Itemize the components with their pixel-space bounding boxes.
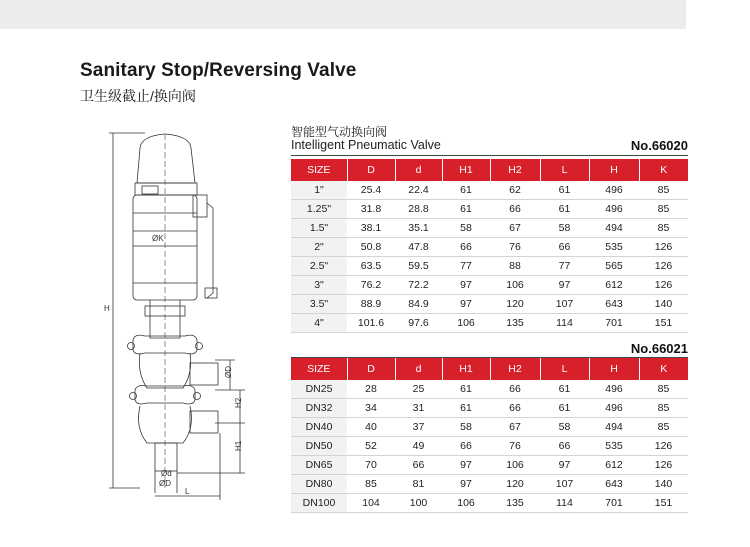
table-body	[291, 181, 688, 333]
value-cell: 100	[395, 494, 442, 513]
valve-technical-drawing	[95, 128, 255, 503]
col-h1: H1	[442, 159, 490, 181]
label-h2: H2	[234, 397, 243, 408]
value-cell: 701	[589, 314, 639, 333]
value-cell: 61	[442, 200, 490, 219]
value-cell: 61	[540, 380, 589, 399]
value-cell: 67	[490, 418, 540, 437]
value-cell: 496	[589, 380, 639, 399]
value-cell: 76	[490, 437, 540, 456]
table-header-row	[291, 159, 688, 181]
value-cell: 76	[490, 238, 540, 257]
table-row	[291, 276, 688, 295]
value-cell: 59.5	[395, 257, 442, 276]
value-cell: 104	[347, 494, 395, 513]
page-title-chinese: 卫生级截止/换向阀	[80, 88, 196, 104]
value-cell: 58	[540, 418, 589, 437]
value-cell: 85	[639, 399, 688, 418]
value-cell: 120	[490, 475, 540, 494]
value-cell: 85	[639, 200, 688, 219]
table-row	[291, 314, 688, 333]
value-cell: 107	[540, 295, 589, 314]
value-cell: 643	[589, 475, 639, 494]
value-cell: 84.9	[395, 295, 442, 314]
value-cell: 38.1	[347, 219, 395, 238]
label-od-inner: Ød	[161, 469, 172, 478]
value-cell: 66	[490, 380, 540, 399]
value-cell: 126	[639, 437, 688, 456]
col-d-outer: D	[347, 159, 395, 181]
value-cell: 643	[589, 295, 639, 314]
size-cell: DN50	[291, 437, 347, 456]
value-cell: 106	[490, 276, 540, 295]
value-cell: 62	[490, 181, 540, 200]
value-cell: 61	[540, 399, 589, 418]
value-cell: 701	[589, 494, 639, 513]
value-cell: 66	[442, 238, 490, 257]
value-cell: 494	[589, 219, 639, 238]
label-ok: ØK	[152, 234, 164, 243]
value-cell: 114	[540, 314, 589, 333]
value-cell: 61	[540, 200, 589, 219]
value-cell: 66	[442, 437, 490, 456]
size-cell: DN65	[291, 456, 347, 475]
value-cell: 496	[589, 181, 639, 200]
value-cell: 22.4	[395, 181, 442, 200]
table-row	[291, 295, 688, 314]
col-d-inner: d	[395, 358, 442, 380]
label-l: L	[185, 487, 190, 496]
value-cell: 66	[490, 200, 540, 219]
label-od-bottom: ØD	[159, 479, 171, 488]
value-cell: 85	[639, 181, 688, 200]
value-cell: 61	[442, 181, 490, 200]
value-cell: 126	[639, 456, 688, 475]
value-cell: 140	[639, 475, 688, 494]
col-h2: H2	[490, 159, 540, 181]
col-size: SIZE	[291, 358, 347, 380]
spec-table-66021	[291, 358, 688, 513]
value-cell: 31	[395, 399, 442, 418]
col-h1: H1	[442, 358, 490, 380]
table-row	[291, 380, 688, 399]
table-row	[291, 399, 688, 418]
col-h: H	[589, 159, 639, 181]
col-l: L	[540, 358, 589, 380]
table-row	[291, 257, 688, 276]
value-cell: 97	[540, 276, 589, 295]
table-header-row	[291, 358, 688, 380]
table-row	[291, 494, 688, 513]
spec-table-66020	[291, 159, 688, 333]
size-cell: 4"	[291, 314, 347, 333]
value-cell: 612	[589, 276, 639, 295]
value-cell: 114	[540, 494, 589, 513]
value-cell: 496	[589, 200, 639, 219]
value-cell: 35.1	[395, 219, 442, 238]
value-cell: 535	[589, 437, 639, 456]
table-body	[291, 380, 688, 513]
value-cell: 135	[490, 314, 540, 333]
label-od-side: ØD	[224, 366, 233, 378]
value-cell: 97	[540, 456, 589, 475]
value-cell: 58	[442, 219, 490, 238]
size-cell: 3"	[291, 276, 347, 295]
value-cell: 126	[639, 257, 688, 276]
value-cell: 61	[442, 380, 490, 399]
value-cell: 70	[347, 456, 395, 475]
value-cell: 34	[347, 399, 395, 418]
value-cell: 49	[395, 437, 442, 456]
col-k: K	[639, 159, 688, 181]
size-cell: 1.5"	[291, 219, 347, 238]
value-cell: 85	[347, 475, 395, 494]
table-row	[291, 437, 688, 456]
value-cell: 106	[442, 494, 490, 513]
value-cell: 107	[540, 475, 589, 494]
value-cell: 88.9	[347, 295, 395, 314]
value-cell: 494	[589, 418, 639, 437]
value-cell: 63.5	[347, 257, 395, 276]
col-l: L	[540, 159, 589, 181]
col-h2: H2	[490, 358, 540, 380]
value-cell: 47.8	[395, 238, 442, 257]
value-cell: 66	[540, 437, 589, 456]
size-cell: DN32	[291, 399, 347, 418]
model-number-66020: No.66020	[630, 138, 688, 153]
model-number-66021: No.66021	[630, 341, 688, 356]
value-cell: 61	[540, 181, 589, 200]
value-cell: 496	[589, 399, 639, 418]
value-cell: 140	[639, 295, 688, 314]
value-cell: 58	[540, 219, 589, 238]
value-cell: 88	[490, 257, 540, 276]
label-h1: H1	[234, 440, 243, 451]
value-cell: 85	[639, 219, 688, 238]
value-cell: 126	[639, 238, 688, 257]
value-cell: 66	[490, 399, 540, 418]
value-cell: 28	[347, 380, 395, 399]
value-cell: 151	[639, 494, 688, 513]
value-cell: 37	[395, 418, 442, 437]
value-cell: 25	[395, 380, 442, 399]
value-cell: 85	[639, 418, 688, 437]
value-cell: 85	[639, 380, 688, 399]
value-cell: 97	[442, 456, 490, 475]
value-cell: 565	[589, 257, 639, 276]
value-cell: 66	[395, 456, 442, 475]
section1-subtitle-chinese: 智能型气动换向阀	[291, 125, 388, 139]
value-cell: 72.2	[395, 276, 442, 295]
value-cell: 67	[490, 219, 540, 238]
value-cell: 40	[347, 418, 395, 437]
table-row	[291, 181, 688, 200]
value-cell: 120	[490, 295, 540, 314]
size-cell: 1.25"	[291, 200, 347, 219]
size-cell: DN80	[291, 475, 347, 494]
value-cell: 135	[490, 494, 540, 513]
section1-divider	[291, 155, 688, 156]
value-cell: 28.8	[395, 200, 442, 219]
size-cell: DN100	[291, 494, 347, 513]
value-cell: 81	[395, 475, 442, 494]
table-row	[291, 456, 688, 475]
label-h: H	[104, 304, 110, 313]
value-cell: 151	[639, 314, 688, 333]
value-cell: 535	[589, 238, 639, 257]
table-row	[291, 475, 688, 494]
value-cell: 97	[442, 276, 490, 295]
value-cell: 61	[442, 399, 490, 418]
value-cell: 126	[639, 276, 688, 295]
table-row	[291, 418, 688, 437]
top-banner-bar	[0, 0, 686, 29]
value-cell: 77	[442, 257, 490, 276]
value-cell: 50.8	[347, 238, 395, 257]
size-cell: 2"	[291, 238, 347, 257]
table-row	[291, 200, 688, 219]
page-title: Sanitary Stop/Reversing Valve	[80, 60, 357, 81]
value-cell: 25.4	[347, 181, 395, 200]
size-cell: 2.5"	[291, 257, 347, 276]
value-cell: 58	[442, 418, 490, 437]
value-cell: 106	[490, 456, 540, 475]
value-cell: 612	[589, 456, 639, 475]
section1-subtitle: Intelligent Pneumatic Valve	[291, 138, 441, 152]
col-d-outer: D	[347, 358, 395, 380]
value-cell: 97.6	[395, 314, 442, 333]
value-cell: 52	[347, 437, 395, 456]
size-cell: 3.5"	[291, 295, 347, 314]
col-h: H	[589, 358, 639, 380]
value-cell: 97	[442, 475, 490, 494]
col-d-inner: d	[395, 159, 442, 181]
value-cell: 77	[540, 257, 589, 276]
value-cell: 106	[442, 314, 490, 333]
value-cell: 31.8	[347, 200, 395, 219]
table-row	[291, 219, 688, 238]
value-cell: 66	[540, 238, 589, 257]
value-cell: 97	[442, 295, 490, 314]
value-cell: 76.2	[347, 276, 395, 295]
col-k: K	[639, 358, 688, 380]
col-size: SIZE	[291, 159, 347, 181]
value-cell: 101.6	[347, 314, 395, 333]
size-cell: DN40	[291, 418, 347, 437]
size-cell: 1"	[291, 181, 347, 200]
table-row	[291, 238, 688, 257]
size-cell: DN25	[291, 380, 347, 399]
